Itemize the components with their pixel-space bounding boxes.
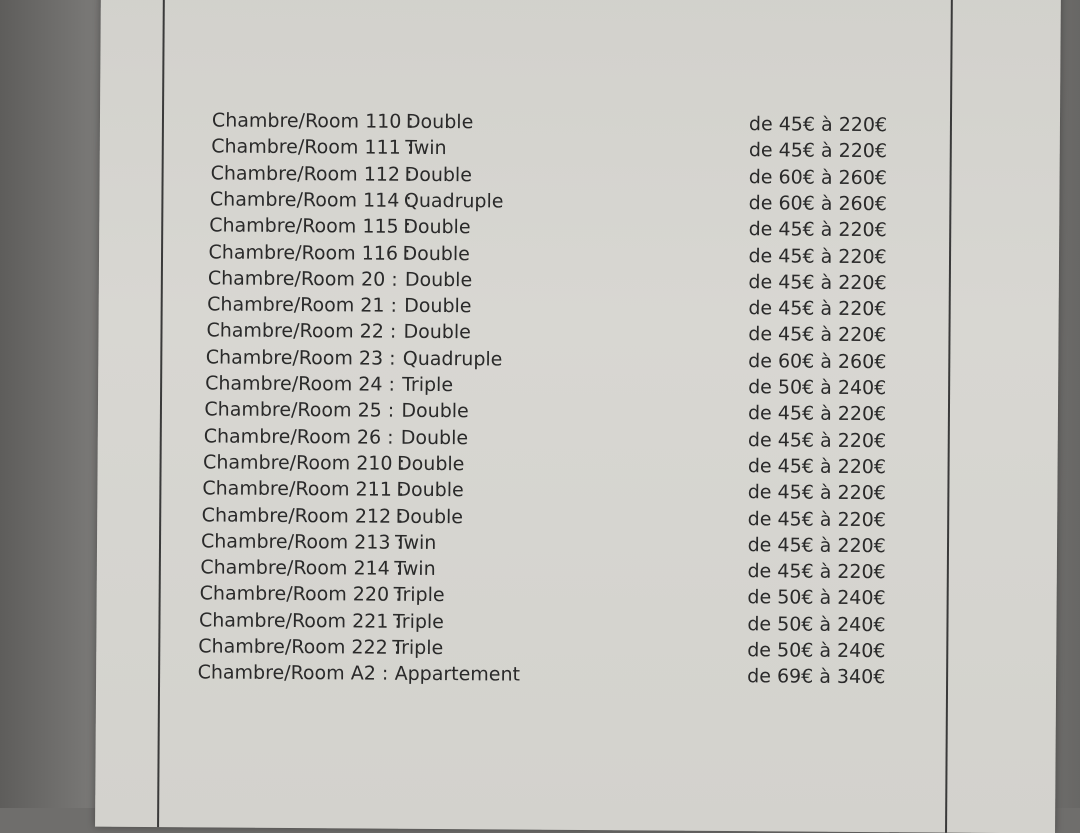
table-row: [198, 660, 898, 691]
room-type: Appartement: [394, 663, 521, 686]
room-label: Chambre/Room 26 :: [203, 424, 394, 449]
room-label: Chambre/Room 212 :: [201, 503, 404, 528]
room-price: de 45€ à 220€: [747, 402, 887, 426]
room-price: de 45€ à 220€: [748, 244, 887, 268]
room-type: Double: [396, 478, 464, 502]
room-label: Chambre/Room 211 :: [202, 477, 405, 501]
room-label: Chambre/Room 222 :: [198, 635, 401, 659]
room-price: de 45€ à 220€: [748, 139, 888, 163]
room-type: Triple: [402, 373, 454, 397]
room-label: Chambre/Room 22 :: [206, 319, 397, 344]
room-price: de 60€ à 260€: [748, 165, 887, 189]
room-price: de 45€ à 220€: [748, 323, 887, 347]
room-price: de 50€ à 240€: [747, 639, 886, 663]
room-type: Double: [403, 215, 471, 239]
room-label: Chambre/Room A2 :: [197, 661, 389, 685]
room-price: de 50€ à 240€: [747, 586, 886, 610]
room-label: Chambre/Room 114 :: [209, 188, 412, 212]
room-price: de 45€ à 220€: [748, 113, 888, 137]
room-price: de 69€ à 340€: [747, 665, 886, 689]
price-sheet: [95, 0, 1061, 833]
room-type: Double: [402, 242, 470, 265]
room-type: Double: [405, 110, 474, 134]
room-type: Double: [395, 505, 464, 528]
room-price: de 60€ à 260€: [748, 349, 887, 373]
room-label: Chambre/Room 110 :: [211, 109, 414, 133]
room-type: Twin: [394, 531, 437, 554]
room-label: Chambre/Room 23 :: [205, 346, 396, 370]
room-label: Chambre/Room 21 :: [207, 293, 398, 317]
room-label: Chambre/Room 24 :: [205, 372, 395, 396]
room-price: de 50€ à 240€: [747, 612, 886, 636]
room-type: Triple: [392, 610, 444, 633]
room-price: de 60€ à 260€: [748, 192, 887, 216]
room-label: Chambre/Room 111 :: [211, 135, 414, 160]
room-type: Twin: [405, 137, 447, 160]
room-type: Quadruple: [402, 347, 503, 371]
room-label: Chambre/Room 214 :: [200, 556, 403, 580]
room-type: Double: [401, 400, 469, 423]
room-label: Chambre/Room 115 :: [209, 214, 412, 239]
room-type: Twin: [394, 557, 436, 581]
room-price: de 45€ à 220€: [748, 270, 887, 294]
room-type: Double: [400, 426, 469, 449]
room-price: de 45€ à 220€: [747, 428, 887, 452]
room-type: Triple: [393, 584, 445, 607]
room-price: de 45€ à 220€: [747, 507, 886, 531]
room-price: de 50€ à 240€: [748, 376, 887, 400]
room-price-list: [95, 0, 1061, 833]
room-type: Triple: [392, 636, 444, 660]
room-price: de 45€ à 220€: [747, 533, 886, 557]
room-label: Chambre/Room 220 :: [199, 582, 402, 607]
room-type: Quadruple: [403, 189, 504, 213]
room-price: de 45€ à 220€: [747, 481, 886, 505]
room-type: Double: [404, 294, 472, 318]
room-label: Chambre/Room 20 :: [207, 267, 398, 291]
room-price: de 45€ à 220€: [748, 218, 887, 242]
room-label: Chambre/Room 210 :: [203, 451, 406, 475]
room-price: de 45€ à 220€: [747, 455, 887, 479]
room-type: Double: [403, 321, 471, 344]
room-type: Double: [404, 268, 473, 292]
room-label: Chambre/Room 213 :: [200, 530, 403, 554]
room-type: Double: [404, 163, 473, 186]
room-price: de 45€ à 220€: [747, 560, 886, 584]
room-label: Chambre/Room 221 :: [198, 609, 401, 633]
room-label: Chambre/Room 112 :: [210, 162, 413, 186]
room-label: Chambre/Room 116 :: [208, 240, 411, 265]
room-label: Chambre/Room 25 :: [204, 398, 395, 423]
room-price: de 45€ à 220€: [748, 297, 887, 321]
room-type: Double: [397, 452, 465, 476]
